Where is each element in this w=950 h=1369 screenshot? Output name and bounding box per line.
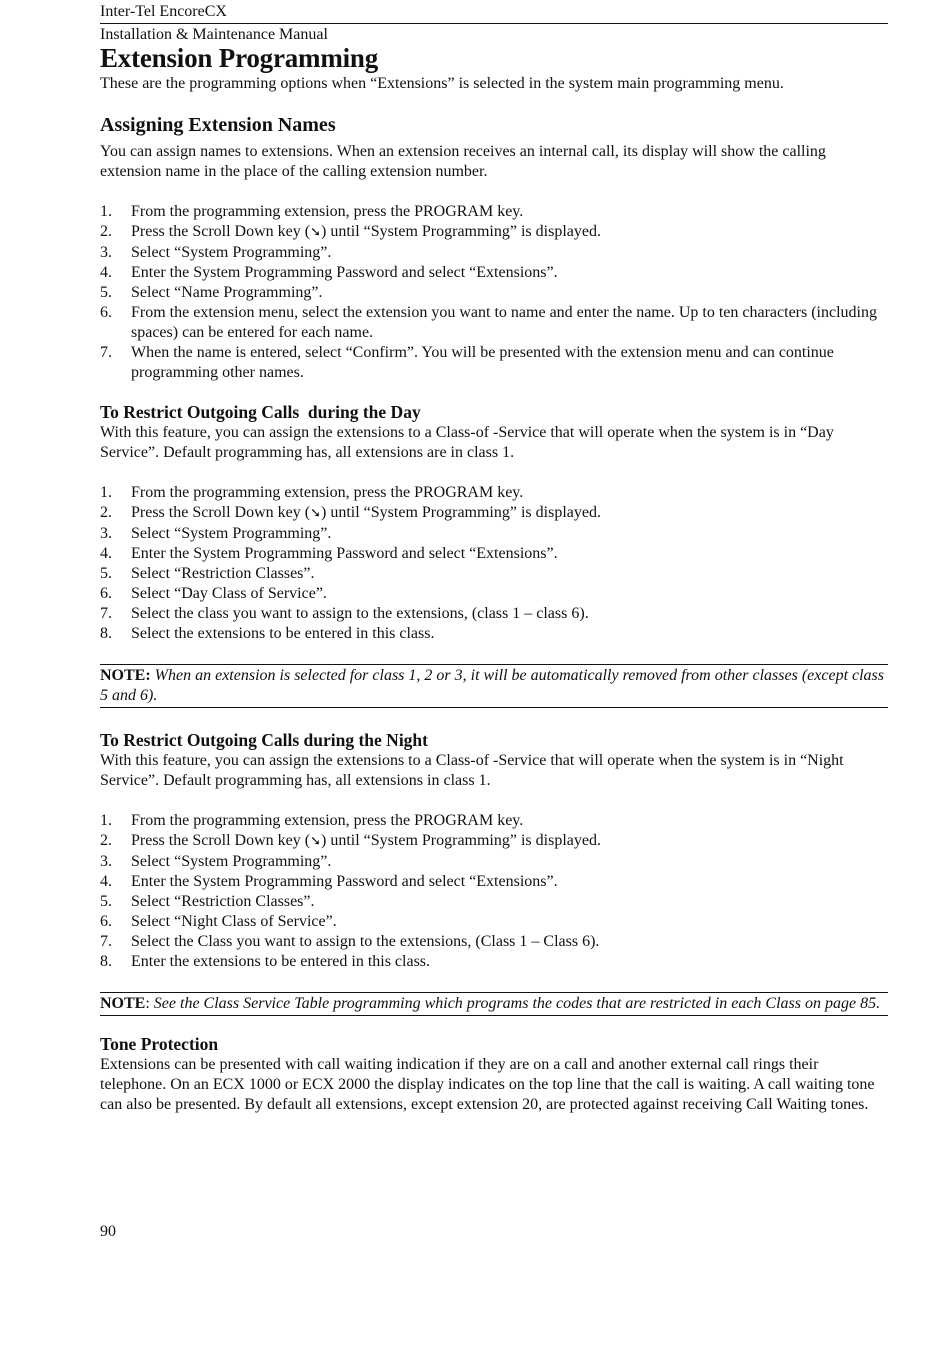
header-manual: Installation & Maintenance Manual bbox=[100, 26, 328, 43]
list-item: 8. Select the extensions to be entered in this class. bbox=[100, 625, 435, 642]
header-product: Inter-Tel EncoreCX bbox=[100, 3, 227, 20]
list-item: 2. Press the Scroll Down key (➘) until “System Programming” is displayed. bbox=[100, 223, 601, 240]
list-item: 8. Enter the extensions to be entered in this class. bbox=[100, 953, 431, 970]
header-rule bbox=[100, 23, 888, 24]
section-heading-night: To Restrict Outgoing Calls during the Night bbox=[100, 730, 428, 750]
list-item: 4. Enter the System Programming Password and select “Extensions”. bbox=[100, 264, 558, 281]
note-label: NOTE bbox=[100, 995, 146, 1012]
section-body-night: With this feature, you can assign the extensions to a Class-of -Service that will operate when the system is in “Night Service”. Default programming has, all extensions in class 1. bbox=[100, 752, 844, 789]
list-item: 3. Select “System Programming”. bbox=[100, 853, 332, 870]
note-night bbox=[100, 992, 888, 1016]
section-body-day: With this feature, you can assign the extensions to a Class-of -Service that will operate when the system is in “Day Service”. Default programming has, all extensions are in class 1. bbox=[100, 424, 834, 461]
list-item: 3. Select “System Programming”. bbox=[100, 525, 332, 542]
page-content bbox=[100, 42, 888, 1115]
intro-paragraph: These are the programming options when “Extensions” is selected in the system main programming menu. bbox=[100, 75, 784, 92]
steps-list-names bbox=[100, 202, 888, 383]
list-item: 4. Enter the System Programming Password and select “Extensions”. bbox=[100, 545, 558, 562]
note-text: When an extension is selected for class 1, 2 or 3, it will be automatically removed from other classes (except class 5 and 6). bbox=[100, 667, 885, 704]
list-item: 5. Select “Restriction Classes”. bbox=[100, 893, 315, 910]
steps-list-night bbox=[100, 811, 888, 972]
section-body-tone: Extensions can be presented with call waiting indication if they are on a call and another external call rings their telephone. On an ECX 1000 or ECX 2000 the display indicates on the top line that the call is waiting. A call waiting tone can also be presented. By default all extensions, except extension 20, are protected against receiving Call Waiting tones. bbox=[100, 1056, 875, 1113]
note-label: NOTE: bbox=[100, 667, 151, 684]
note-text: See the Class Service Table programming which programs the codes that are restricted in each Class on page 85. bbox=[153, 995, 881, 1012]
note-day bbox=[100, 664, 888, 708]
list-item: 3. Select “System Programming”. bbox=[100, 244, 332, 261]
steps-list-day bbox=[100, 483, 888, 644]
list-item: 1. From the programming extension, press the PROGRAM key. bbox=[100, 203, 524, 220]
list-item: 5. Select “Name Programming”. bbox=[100, 284, 323, 301]
section-body-names: You can assign names to extensions. When an extension receives an internal call, its display will show the calling extension name in the place of the calling extension number. bbox=[100, 143, 826, 180]
page-title: Extension Programming bbox=[100, 43, 379, 73]
page-number: 90 bbox=[100, 1223, 116, 1240]
list-item: 1. From the programming extension, press the PROGRAM key. bbox=[100, 812, 524, 829]
list-item: 6. Select “Night Class of Service”. bbox=[100, 913, 337, 930]
list-item: 4. Enter the System Programming Password and select “Extensions”. bbox=[100, 873, 558, 890]
list-item: 1. From the programming extension, press the PROGRAM key. bbox=[100, 484, 524, 501]
list-item: 6. From the extension menu, select the extension you want to name and enter the name. Up to ten characters (including spaces) can be entered for each name. bbox=[100, 304, 877, 341]
list-item: 6. Select “Day Class of Service”. bbox=[100, 585, 327, 602]
list-item: 2. Press the Scroll Down key (➘) until “System Programming” is displayed. bbox=[100, 832, 601, 849]
list-item: 7. When the name is entered, select “Confirm”. You will be presented with the extension menu and can continue programming other names. bbox=[100, 344, 834, 381]
note-separator: : bbox=[145, 995, 154, 1012]
list-item: 5. Select “Restriction Classes”. bbox=[100, 565, 315, 582]
scroll-down-icon: ➘ bbox=[310, 834, 321, 849]
section-heading-day: To Restrict Outgoing Calls during the Day bbox=[100, 402, 421, 422]
scroll-down-icon: ➘ bbox=[310, 506, 321, 521]
list-item: 2. Press the Scroll Down key (➘) until “System Programming” is displayed. bbox=[100, 504, 601, 521]
scroll-down-icon: ➘ bbox=[310, 225, 321, 240]
section-heading-tone: Tone Protection bbox=[100, 1034, 219, 1054]
list-item: 7. Select the Class you want to assign to the extensions, (Class 1 – Class 6). bbox=[100, 933, 600, 950]
section-heading-names: Assigning Extension Names bbox=[100, 114, 336, 136]
list-item: 7. Select the class you want to assign to the extensions, (class 1 – class 6). bbox=[100, 605, 589, 622]
